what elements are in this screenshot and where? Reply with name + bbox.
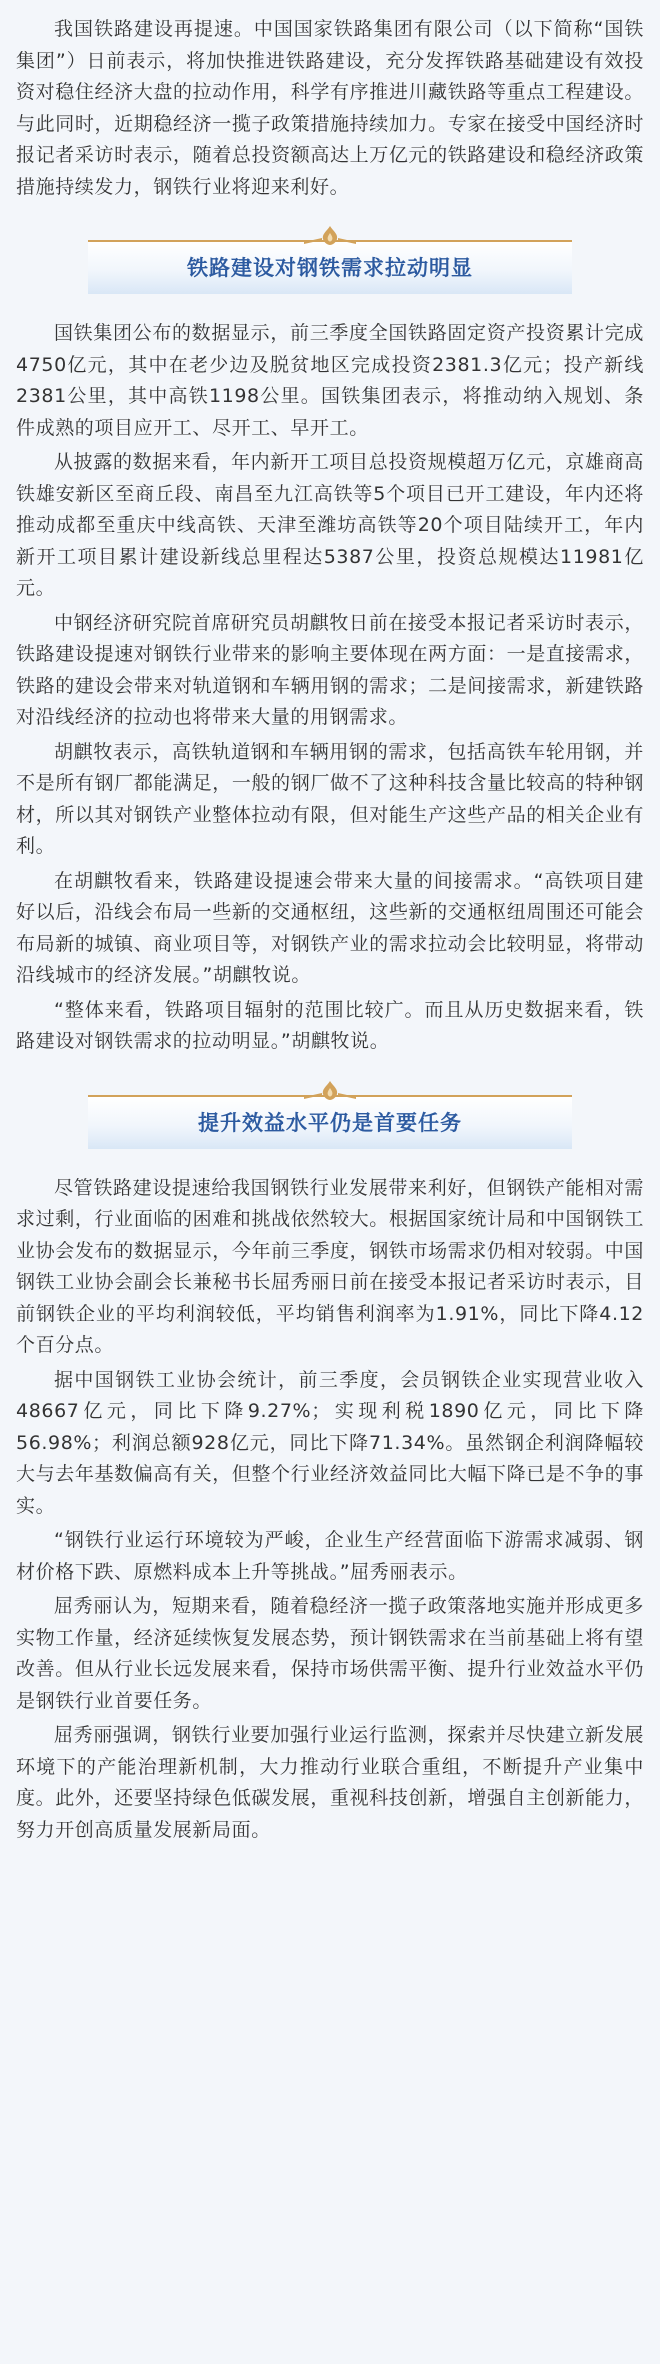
section-heading-banner [0,1061,660,1173]
section-railway-demand [16,318,644,1058]
paragraph: 屈秀丽认为，短期来看，随着稳经济一揽子政策落地实施并形成更多实物工作量，经济延续恢复发展态势，预计钢铁需求在当前基础上将有望改善。但从行业长远发展来看，保持市场供需平衡、提升行业效益水平仍是钢铁行业首要任务。 [16,1595,644,1712]
section-heading-banner [0,206,660,318]
paragraph: 我国铁路建设再提速。中国国家铁路集团有限公司（以下简称“国铁集团”）日前表示，将加快推进铁路建设，充分发挥铁路基础建设有效投资对稳住经济大盘的拉动作用，科学有序推进川藏铁路等重点工程建设。与此同时，近期稳经济一揽子政策措施持续加力。专家在接受中国经济时报记者采访时表示，随着总投资额高达上万亿元的铁路建设和稳经济政策措施持续发力，钢铁行业将迎来利好。 [16,18,644,198]
flame-ornament-icon [300,1079,360,1101]
paragraph: “钢铁行业运行环境较为严峻，企业生产经营面临下游需求减弱、钢材价格下跌、原燃料成本上升等挑战。”屈秀丽表示。 [16,1529,644,1583]
paragraph: 胡麒牧表示，高铁轨道钢和车辆用钢的需求，包括高铁车轮用钢，并不是所有钢厂都能满足，一般的钢厂做不了这种科技含量比较高的特种钢材，所以其对钢铁产业整体拉动有限，但对能生产这些产品的相关企业有利。 [16,740,644,857]
intro-section [16,14,644,203]
section-title: 铁路建设对钢铁需求拉动明显 [187,256,473,280]
paragraph: “整体来看，铁路项目辐射的范围比较广。而且从历史数据来看，铁路建设对钢铁需求的拉动明显。”胡麒牧说。 [16,998,644,1052]
section-efficiency-task [16,1173,644,1847]
section-title: 提升效益水平仍是首要任务 [198,1110,462,1135]
paragraph: 国铁集团公布的数据显示，前三季度全国铁路固定资产投资累计完成4750亿元，其中在老少边及脱贫地区完成投资2381.3亿元；投产新线2381公里，其中高铁1198公里。国铁集团表示，将推动纳入规划、条件成熟的项目应开工、尽开工、早开工。 [16,322,644,439]
paragraph: 屈秀丽强调，钢铁行业要加强行业运行监测，探索并尽快建立新发展环境下的产能治理新机制，大力推动行业联合重组，不断提升产业集中度。此外，还要坚持绿色低碳发展，重视科技创新，增强自主创新能力，努力开创高质量发展新局面。 [16,1724,644,1841]
paragraph: 从披露的数据来看，年内新开工项目总投资规模超万亿元，京雄商高铁雄安新区至商丘段、南昌至九江高铁等5个项目已开工建设，年内还将推动成都至重庆中线高铁、天津至潍坊高铁等20个项目陆续开工，年内新开工项目累计建设新线总里程达5387公里，投资总规模达11981亿元。 [16,451,644,599]
flame-ornament-icon [300,224,360,246]
paragraph: 在胡麒牧看来，铁路建设提速会带来大量的间接需求。“高铁项目建好以后，沿线会布局一些新的交通枢纽，这些新的交通枢纽周围还可能会布局新的城镇、商业项目等，对钢铁产业的需求拉动会比较明显，将带动沿线城市的经济发展。”胡麒牧说。 [16,869,644,986]
paragraph: 尽管铁路建设提速给我国钢铁行业发展带来利好，但钢铁产能相对需求过剩，行业面临的困难和挑战依然较大。根据国家统计局和中国钢铁工业协会发布的数据显示，今年前三季度，钢铁市场需求仍相对较弱。中国钢铁工业协会副会长兼秘书长屈秀丽日前在接受本报记者采访时表示，目前钢铁企业的平均利润较低，平均销售利润率为1.91%，同比下降4.12个百分点。 [16,1176,644,1356]
paragraph: 中钢经济研究院首席研究员胡麒牧日前在接受本报记者采访时表示，铁路建设提速对钢铁行业带来的影响主要体现在两方面：一是直接需求，铁路的建设会带来对轨道钢和车辆用钢的需求；二是间接需求，新建铁路对沿线经济的拉动也将带来大量的用钢需求。 [16,611,644,728]
paragraph: 据中国钢铁工业协会统计，前三季度，会员钢铁企业实现营业收入48667亿元，同比下降9.27%；实现利税1890亿元，同比下降56.98%；利润总额928亿元，同比下降71.34%。虽然钢企利润降幅较大与去年基数偏高有关，但整个行业经济效益同比大幅下降已是不争的事实。 [16,1368,644,1517]
